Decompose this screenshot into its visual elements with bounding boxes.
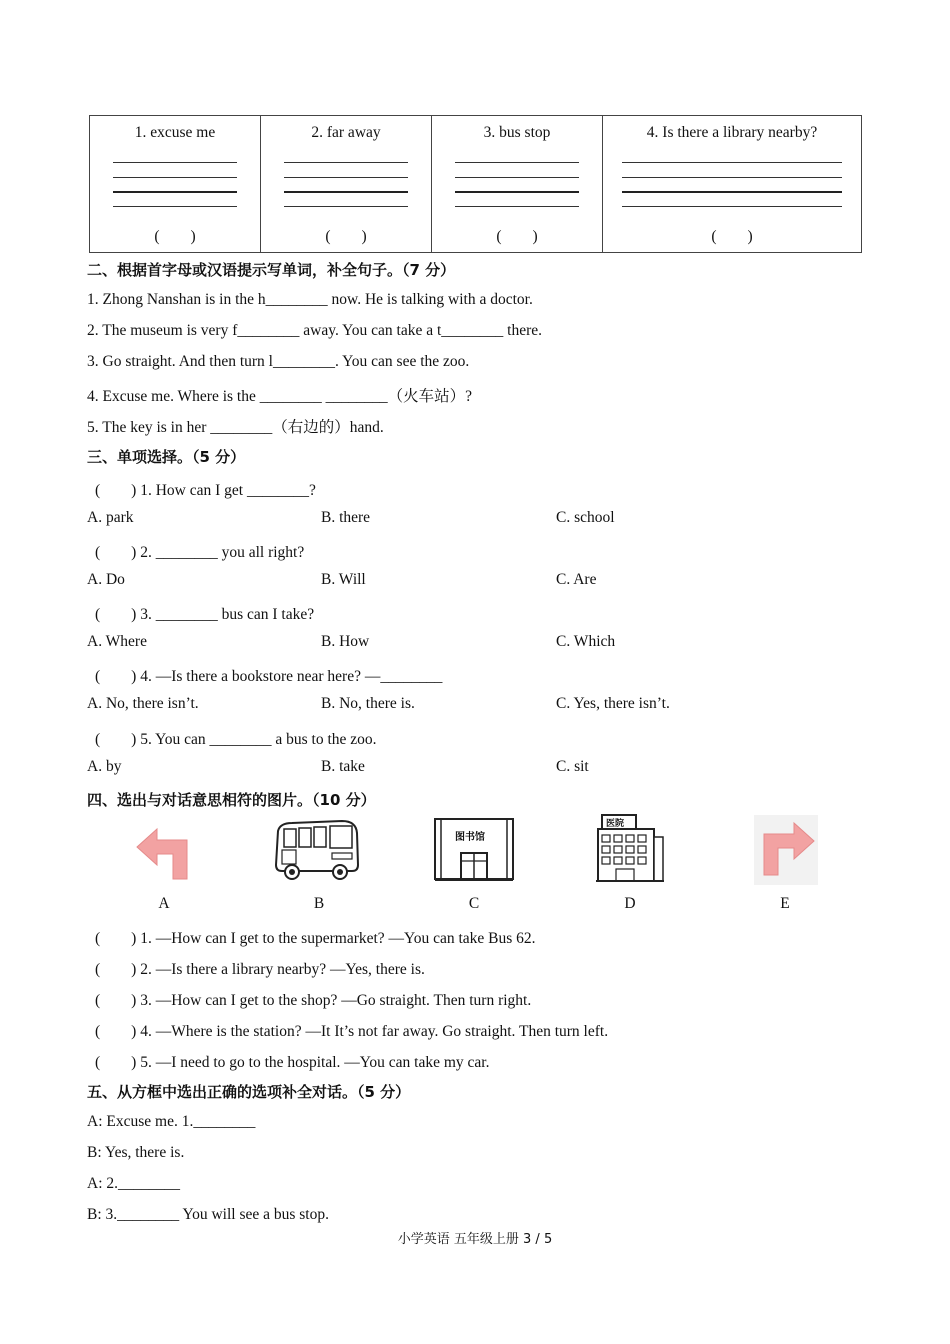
mc-option-a[interactable]: A. Where <box>87 633 147 650</box>
dialogue-line: ( ) 4. —Where is the station? —It It’s not far away. Go straight. Then turn left. <box>95 1023 609 1040</box>
library-sign: 图书馆 <box>455 832 485 843</box>
hospital-building-icon <box>594 813 666 885</box>
table-cell-label: 2. far away <box>311 124 381 141</box>
mc-option-a[interactable]: A. Do <box>87 571 125 588</box>
table-cell-label: 1. excuse me <box>134 124 216 141</box>
table-cell-4 <box>603 116 862 253</box>
mc-question: ( ) 5. You can ________ a bus to the zoo. <box>95 731 377 748</box>
dialogue-line: B: 3.________ You will see a bus stop. <box>87 1206 329 1223</box>
turn-right-arrow-icon <box>754 815 818 885</box>
mc-option-b[interactable]: B. No, there is. <box>321 695 415 712</box>
table-cell-label: 4. Is there a library nearby? <box>646 124 818 141</box>
picture-label-c: C <box>468 895 480 912</box>
picture-label-d: D <box>624 895 636 912</box>
table-cell-1 <box>90 116 261 253</box>
picture-label-e: E <box>780 895 790 912</box>
table-cell-2 <box>261 116 432 253</box>
answer-blank[interactable]: ( ) <box>325 228 367 245</box>
fill-in-sentence: 1. Zhong Nanshan is in the h________ now. He is talking with a doctor. <box>87 291 533 308</box>
fill-in-sentence: 5. The key is in her ________（右边的）hand. <box>87 419 384 436</box>
fill-in-sentence: 4. Excuse me. Where is the ________ ________（火车站）? <box>87 388 472 405</box>
section-4-heading: 四、选出与对话意思相符的图片。（10 分） <box>87 791 376 809</box>
section-3-heading: 三、单项选择。（5 分） <box>87 448 246 466</box>
section-5-heading: 五、从方框中选出正确的选项补全对话。（5 分） <box>87 1083 411 1101</box>
mc-question: ( ) 3. ________ bus can I take? <box>95 606 315 623</box>
dialogue-line: ( ) 5. —I need to go to the hospital. —You can take my car. <box>95 1054 490 1071</box>
mc-question: ( ) 1. How can I get ________? <box>95 482 316 499</box>
mc-option-c[interactable]: C. Are <box>556 571 597 588</box>
mc-option-a[interactable]: A. No, there isn’t. <box>87 695 199 712</box>
answer-blank[interactable]: ( ) <box>711 228 753 245</box>
library-building-icon <box>433 817 515 883</box>
picture-label-b: B <box>313 895 325 912</box>
dialogue-line: ( ) 1. —How can I get to the supermarket? —You can take Bus 62. <box>95 930 536 947</box>
table-cell-label: 3. bus stop <box>483 124 551 141</box>
turn-left-arrow-icon <box>135 823 193 881</box>
answer-blank[interactable]: ( ) <box>496 228 538 245</box>
dialogue-line: ( ) 3. —How can I get to the shop? —Go straight. Then turn right. <box>95 992 532 1009</box>
mc-option-b[interactable]: B. there <box>321 509 371 526</box>
fill-in-sentence: 3. Go straight. And then turn l________. You can see the zoo. <box>87 353 470 370</box>
bus-icon <box>272 817 360 883</box>
answer-blank[interactable]: ( ) <box>154 228 196 245</box>
fill-in-sentence: 2. The museum is very f________ away. You can take a t________ there. <box>87 322 543 339</box>
mc-option-c[interactable]: C. Which <box>556 633 616 650</box>
dialogue-line: A: 2.________ <box>87 1175 180 1192</box>
mc-option-c[interactable]: C. school <box>556 509 615 526</box>
page-footer: 小学英语 五年级上册 3 / 5 <box>397 1232 553 1247</box>
mc-option-b[interactable]: B. How <box>321 633 370 650</box>
dialogue-line: ( ) 2. —Is there a library nearby? —Yes, there is. <box>95 961 425 978</box>
dialogue-line: A: Excuse me. 1.________ <box>87 1113 256 1130</box>
table-cell-3 <box>432 116 603 253</box>
dialogue-line: B: Yes, there is. <box>87 1144 185 1161</box>
section-2-heading: 二、根据首字母或汉语提示写单词，补全句子。（7 分） <box>87 261 456 279</box>
mc-option-a[interactable]: A. by <box>87 758 122 775</box>
mc-option-a[interactable]: A. park <box>87 509 134 526</box>
mc-option-c[interactable]: C. sit <box>556 758 589 775</box>
mc-question: ( ) 4. —Is there a bookstore near here? —________ <box>95 668 443 685</box>
answer-table <box>89 115 862 253</box>
mc-option-c[interactable]: C. Yes, there isn’t. <box>556 695 670 712</box>
picture-label-a: A <box>158 895 170 912</box>
mc-question: ( ) 2. ________ you all right? <box>95 544 305 561</box>
mc-option-b[interactable]: B. Will <box>321 571 366 588</box>
hospital-sign: 医院 <box>606 819 625 829</box>
mc-option-b[interactable]: B. take <box>321 758 365 775</box>
